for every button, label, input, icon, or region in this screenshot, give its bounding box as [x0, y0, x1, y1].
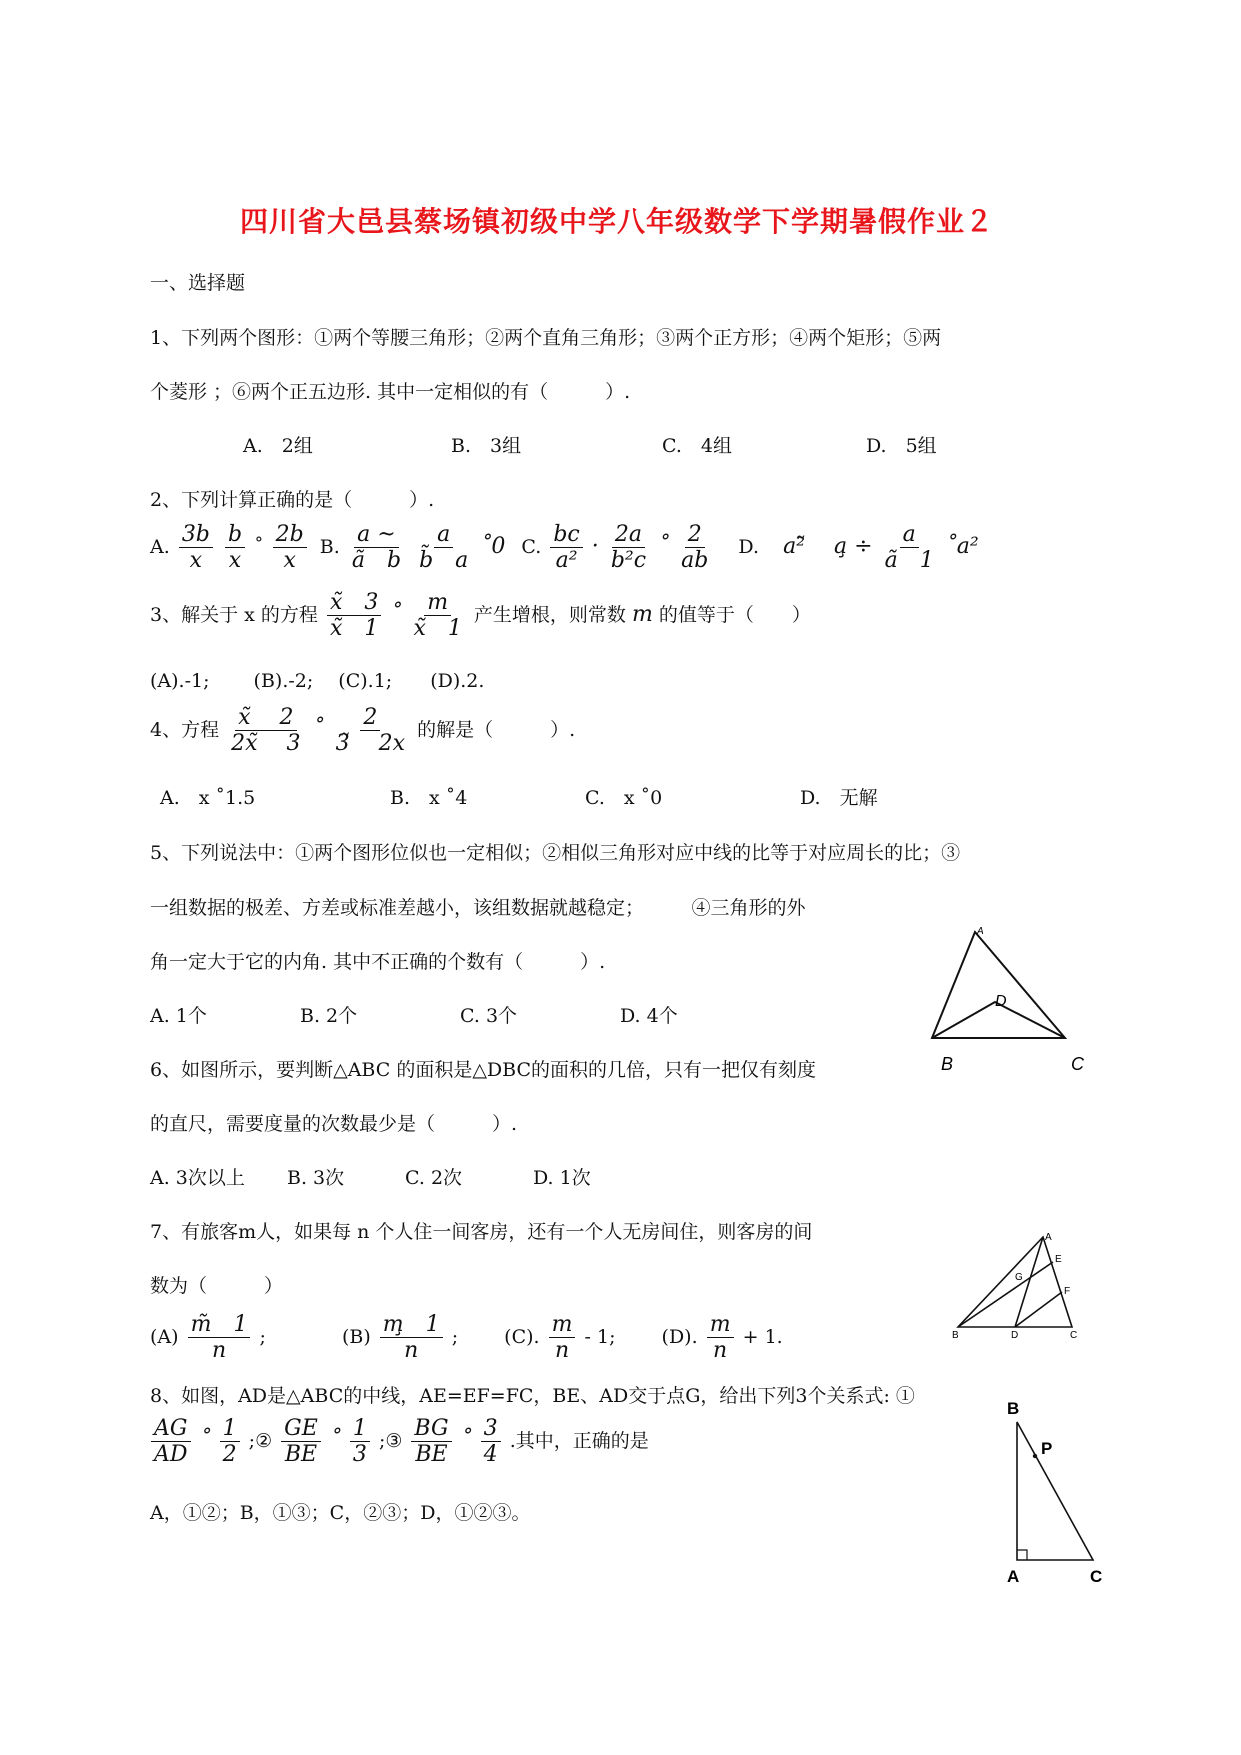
fig-rt-label-b: B [1007, 1400, 1020, 1418]
q3-frac2: $\frac{m}{x̃ 1}$ [413, 590, 462, 642]
right-triangle-figure [995, 1400, 1105, 1590]
q2-c-frac3: $\frac{2}{ab}$ [681, 522, 709, 574]
q2-a-frac3: $\frac{2b}{x}$ [273, 522, 307, 574]
q4-frac2: $\frac{2}{3̃ 2x}$ [335, 705, 406, 757]
q1-line2: 个菱形 ；⑥两个正五边形. 其中一定相似的有（ ）. [150, 381, 631, 403]
q6-line1: 6、如图所示，要判断△ABC 的面积是△DBC的面积的几倍，只有一把仅有刻度 [150, 1059, 817, 1081]
q2-a-frac2: $\frac{b}{x}$ [225, 522, 245, 574]
q7-options: (A) $\frac{m̃ 1}{n}$ ; (B) $\frac{m̧ 1}{n}$ ; (C). $\frac{m}{n}$ - 1; (D). $\frac{m}{n}$ + 1. [150, 1312, 783, 1364]
page-title: 四川省大邑县蔡场镇初级中学八年级数学下学期暑假作业２ [240, 205, 995, 238]
q3-frac1: $\frac{x̃ 3}{x̃ 1}$ [327, 590, 381, 642]
q6-option-b: B. 3次 [287, 1167, 345, 1189]
q8-line1: 8、如图，AD是△ABC的中线，AE=EF=FC，BE、AD交于点G，给出下列3个关系式: ① [150, 1385, 915, 1407]
q4-option-c: C. x ˚0 [585, 787, 663, 809]
q8-ratios: $\frac{AG}{AD}$ ˚ $\frac{1}{2}$ ;② $\frac{GE}{BE}$ ˚ $\frac{1}{3}$ ;③ $\frac{BG}{BE}$ ˚ $\frac{3}{4}$ .其中，正确的是 [148, 1416, 649, 1468]
q6-option-a: A. 3次以上 [150, 1167, 245, 1189]
q2-options: A. $\frac{3b}{x}$ $\frac{b}{x}$ ˚ $\frac{2b}{x}$ B. $\frac{a \sim}{\text{ã b}}$ $\frac{a}{b̃ a}$ ˚0 C. $\frac{bc}{\text{a²}}$ · $\frac{2a}{\text{b²c}}$ ˚ $\frac{2}{ab}$ D. a²̃ a̧ ÷ $\frac{a}{ã 1}$ ˚a² [150, 522, 979, 574]
q7-opt-d-frac: $\frac{m}{n}$ [707, 1312, 734, 1364]
q2-c-frac2: $\frac{2a}{\text{b²c}}$ [610, 522, 647, 574]
q8-r2-val: $\frac{1}{3}$ [350, 1416, 370, 1468]
q5-line3: 角一定大于它的内角. 其中不正确的个数有（ ）. [150, 951, 606, 973]
q6-triangle-figure [925, 920, 1095, 1070]
q4-frac1: $\frac{x̃ 2}{2x̃ 3}$ [231, 705, 301, 757]
q8-answers: A，①②；B，①③；C，②③；D，①②③。 [150, 1502, 531, 1524]
q2-b-frac2: $\frac{a}{b̃ a}$ [419, 522, 469, 574]
q6-option-c: C. 2次 [405, 1167, 463, 1189]
fig6-label-d: D [995, 993, 1007, 1010]
q2-a-frac1: $\frac{3b}{x}$ [179, 522, 213, 574]
q1-option-a: A. 2组 [243, 435, 313, 457]
q5-line1: 5、下列说法中：①两个图形位似也一定相似；②相似三角形对应中线的比等于对应周长的比；③ [150, 842, 961, 864]
q5-option-c: C. 3个 [460, 1005, 518, 1027]
q2-b-tail: ˚0 [480, 533, 506, 559]
q8-r3-val: $\frac{3}{4}$ [481, 1416, 501, 1468]
q3-post2: 的值等于（ ） [658, 603, 811, 626]
q8-median-figure [948, 1232, 1088, 1342]
q2-b-label: B. [319, 535, 340, 558]
q2-d-head: a²̃ a̧ ÷ [783, 533, 873, 559]
q4-post: 的解是（ ）. [417, 718, 576, 741]
right-triangle-abc [1017, 1422, 1093, 1560]
q2-d-frac: $\frac{a}{ã 1}$ [884, 522, 934, 574]
fig-rt-label-c: C [1090, 1567, 1103, 1586]
q1-option-c: C. 4组 [662, 435, 732, 457]
triangle-abc [932, 932, 1065, 1038]
q2-d-tail: ˚a² [945, 533, 979, 559]
q4-option-d: D. 无解 [800, 787, 878, 809]
q3-line: 3、解关于 x 的方程 $\frac{x̃ 3}{x̃ 1}$ ˚ $\frac{m}{x̃ 1}$ 产生增根，则常数 m 的值等于（ ） [150, 590, 811, 642]
q8-r2: $\frac{GE}{BE}$ [281, 1416, 321, 1468]
fig8-label-f: F [1064, 1286, 1071, 1297]
fig-rt-label-p: P [1041, 1439, 1053, 1458]
q7-opt-c-frac: $\frac{m}{n}$ [549, 1312, 576, 1364]
section-heading: 一、选择题 [150, 272, 246, 294]
q6-option-d: D. 1次 [533, 1167, 591, 1189]
q7-opt-a: (A) [150, 1325, 179, 1348]
q2-a-op: ˚ [254, 535, 264, 558]
q8-r3: $\frac{BG}{BE}$ [411, 1416, 451, 1468]
q1-line1: 1、下列两个图形：①两个等腰三角形；②两个直角三角形；③两个正方形；④两个矩形；⑤两 [150, 327, 942, 349]
q7-opt-d-tail: + 1. [742, 1325, 783, 1348]
q7-opt-a-frac: $\frac{m̃ 1}{n}$ [188, 1312, 251, 1364]
q5-option-a: A. 1个 [150, 1005, 207, 1027]
q1-option-b: B. 3组 [451, 435, 522, 457]
q2-stem: 2、下列计算正确的是（ ）. [150, 489, 435, 511]
q3-options: (A).-1; (B).-2; (C).1; (D).2. [150, 670, 485, 692]
fig8-label-g: G [1015, 1272, 1023, 1283]
q7-opt-c: (C). [504, 1325, 540, 1348]
q2-a-label: A. [150, 535, 170, 558]
segment-be [958, 1262, 1053, 1327]
q3-var: m [631, 601, 653, 627]
q7-opt-b-frac: $\frac{m̧ 1}{n}$ [380, 1312, 443, 1364]
fig6-label-c: C [1071, 1054, 1084, 1070]
q2-c-label: C. [521, 535, 542, 558]
point-p [1033, 1454, 1037, 1458]
q4-line: 4、方程 $\frac{x̃ 2}{2x̃ 3}$ ˚ $\frac{2}{3̃ 2x}$ 的解是（ ）. [150, 705, 576, 757]
fig6-label-a: A [977, 926, 984, 937]
q7-line1: 7、有旅客m人，如果每 n 个人住一间客房，还有一个人无房间住，则客房的间 [150, 1221, 813, 1243]
q1-option-d: D. 5组 [866, 435, 937, 457]
fig8-label-a: A [1045, 1232, 1052, 1243]
q5-option-d: D. 4个 [620, 1005, 678, 1027]
q8-tail: .其中，正确的是 [509, 1429, 649, 1452]
q8-sep2: ;② [248, 1429, 273, 1452]
q7-line2: 数为（ ） [150, 1275, 284, 1297]
fig6-label-b: B [941, 1054, 954, 1070]
q4-pre: 4、方程 [150, 718, 220, 741]
q2-c-frac1: $\frac{bc}{\text{a²}}$ [550, 522, 582, 574]
fig-rt-label-a: A [1007, 1567, 1020, 1586]
q5-line2: 一组数据的极差、方差或标准差越小，该组数据就越稳定； ④三角形的外 [150, 897, 806, 919]
q7-opt-d: (D). [661, 1325, 698, 1348]
q4-option-b: B. x ˚4 [390, 787, 468, 809]
q2-d-label: D. [738, 535, 760, 558]
q2-b-frac1: $\frac{a \sim}{\text{ã b}}$ [351, 522, 402, 574]
q8-r1-val: $\frac{1}{2}$ [220, 1416, 240, 1468]
q7-opt-c-tail: - 1; [584, 1325, 616, 1348]
q8-sep3: ;③ [378, 1429, 403, 1452]
fig8-label-c: C [1070, 1330, 1078, 1341]
fig8-label-b: B [952, 1330, 959, 1341]
right-angle-mark [1017, 1550, 1027, 1560]
fig8-label-e: E [1055, 1254, 1062, 1265]
q4-option-a: A. x ˚1.5 [160, 787, 256, 809]
q6-line2: 的直尺，需要度量的次数最少是（ ）. [150, 1113, 518, 1135]
q8-r1: $\frac{AG}{AD}$ [151, 1416, 191, 1468]
fig8-label-d: D [1011, 1330, 1019, 1341]
segment-df [1015, 1292, 1062, 1327]
q5-option-b: B. 2个 [300, 1005, 358, 1027]
q3-pre: 3、解关于 x 的方程 [150, 603, 318, 626]
q7-opt-b: (B) [341, 1325, 371, 1348]
q3-post: 产生增根，则常数 [473, 603, 626, 626]
